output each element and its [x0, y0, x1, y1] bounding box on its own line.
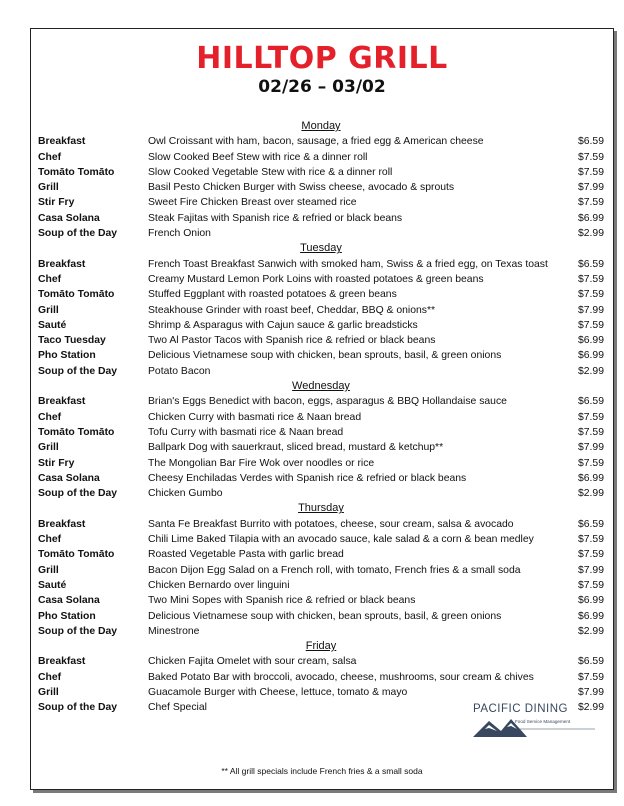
station-name: Stir Fry [38, 197, 75, 209]
menu-row [38, 456, 604, 471]
station-name: Breakfast [38, 258, 86, 270]
station-name: Soup of the Day [38, 228, 118, 240]
station-name: Tomāto Tomāto [38, 289, 115, 301]
item-price: $2.99 [577, 625, 604, 637]
station-name: Casa Solana [38, 212, 100, 224]
menu-row [38, 532, 604, 547]
menu-row [38, 165, 604, 180]
day-heading-thursday: Thursday [298, 502, 344, 515]
menu-row [38, 547, 604, 562]
item-description: Chicken Fajita Omelet with sour cream, salsa [148, 656, 357, 668]
menu-row [38, 425, 604, 440]
day-heading-friday: Friday [305, 640, 337, 653]
station-name: Grill [38, 182, 59, 194]
station-name: Breakfast [38, 518, 86, 530]
menu-page [30, 28, 614, 790]
station-name: Casa Solana [38, 595, 100, 607]
item-price: $7.59 [577, 457, 604, 469]
item-description: Chicken Curry with basmati rice & Naan bread [148, 411, 362, 423]
menu-row [38, 226, 604, 241]
item-price: $7.59 [577, 319, 604, 331]
station-name: Sauté [38, 579, 67, 591]
menu-row [38, 333, 604, 348]
item-description: Stuffed Eggplant with roasted potatoes & green beans [148, 289, 397, 301]
menu-row [38, 440, 604, 455]
menu-row [38, 303, 604, 318]
item-description: Shrimp & Asparagus with Cajun sauce & garlic breadsticks [148, 319, 418, 331]
item-price: $7.59 [577, 671, 604, 683]
station-name: Grill [38, 304, 59, 316]
station-name: Sauté [38, 319, 67, 331]
item-description: Tofu Curry with basmati rice & Naan bread [148, 426, 344, 438]
station-name: Pho Station [38, 610, 96, 622]
menu-row [38, 685, 604, 700]
item-description: Creamy Mustard Lemon Pork Loins with roasted potatoes & green beans [148, 273, 484, 285]
item-price: $7.59 [577, 426, 604, 438]
day-heading-tuesday: Tuesday [300, 242, 342, 255]
station-name: Stir Fry [38, 457, 75, 469]
menu-row [38, 670, 604, 685]
menu-list [38, 119, 604, 716]
station-name: Tomāto Tomāto [38, 166, 115, 178]
footnote: ** All grill specials include French fries & a small soda [221, 766, 423, 776]
item-description: Potato Bacon [148, 365, 211, 377]
menu-row [38, 257, 604, 272]
item-price: $2.99 [577, 702, 604, 714]
page-title: HILLTOP GRILL [196, 41, 448, 76]
item-price: $7.99 [577, 564, 604, 576]
station-name: Chef [38, 151, 62, 163]
menu-row [38, 563, 604, 578]
logo-brand: PACIFIC DINING [473, 703, 568, 715]
item-description: French Toast Breakfast Sanwich with smoked ham, Swiss & a fried egg, on Texas toast [148, 258, 548, 270]
item-description: Brian's Eggs Benedict with bacon, eggs, asparagus & BBQ Hollandaise sauce [148, 396, 507, 408]
menu-row [38, 593, 604, 608]
item-description: Chef Special [148, 702, 207, 714]
item-description: French Onion [148, 228, 211, 240]
menu-row [38, 348, 604, 363]
item-price: $7.59 [577, 411, 604, 423]
menu-row [38, 609, 604, 624]
item-description: Chicken Bernardo over linguini [148, 579, 290, 591]
item-price: $7.59 [577, 166, 604, 178]
menu-row [38, 150, 604, 165]
station-name: Chef [38, 411, 62, 423]
station-name: Soup of the Day [38, 365, 118, 377]
item-price: $6.99 [577, 472, 604, 484]
item-description: Bacon Dijon Egg Salad on a French roll, with tomato, French fries & a small soda [148, 564, 521, 576]
station-name: Casa Solana [38, 472, 100, 484]
station-name: Tomāto Tomāto [38, 426, 115, 438]
item-price: $7.59 [577, 289, 604, 301]
menu-row [38, 134, 604, 149]
menu-row [38, 272, 604, 287]
item-description: Santa Fe Breakfast Burrito with potatoes, cheese, sour cream, salsa & avocado [148, 518, 514, 530]
item-price: $2.99 [577, 365, 604, 377]
item-price: $2.99 [577, 228, 604, 240]
station-name: Soup of the Day [38, 625, 118, 637]
item-description: Delicious Vietnamese soup with chicken, bean sprouts, basil, & green onions [148, 350, 502, 362]
item-description: Owl Croissant with ham, bacon, sausage, a fried egg & American cheese [148, 136, 484, 148]
item-price: $7.59 [577, 534, 604, 546]
station-name: Taco Tuesday [38, 335, 106, 347]
item-description: The Mongolian Bar Fire Wok over noodles or rice [148, 457, 375, 469]
item-price: $7.59 [577, 273, 604, 285]
menu-row [38, 578, 604, 593]
station-name: Soup of the Day [38, 702, 118, 714]
item-description: Baked Potato Bar with broccoli, avocado, cheese, mushrooms, sour cream & chives [148, 671, 534, 683]
item-price: $6.99 [577, 595, 604, 607]
item-price: $6.59 [577, 396, 604, 408]
logo-tagline: Food Service Management [515, 719, 571, 724]
menu-row [38, 211, 604, 226]
menu-row [38, 318, 604, 333]
item-price: $6.59 [577, 656, 604, 668]
menu-row [38, 654, 604, 669]
item-price: $7.99 [577, 304, 604, 316]
menu-row [38, 624, 604, 639]
item-price: $7.59 [577, 151, 604, 163]
item-description: Roasted Vegetable Pasta with garlic bread [148, 549, 344, 561]
item-description: Ballpark Dog with sauerkraut, sliced bread, mustard & ketchup** [148, 442, 444, 454]
item-description: Slow Cooked Vegetable Stew with rice & a dinner roll [148, 166, 393, 178]
station-name: Tomāto Tomāto [38, 549, 115, 561]
station-name: Pho Station [38, 350, 96, 362]
date-range: 02/26 – 03/02 [258, 77, 386, 97]
station-name: Grill [38, 686, 59, 698]
station-name: Chef [38, 534, 62, 546]
item-description: Sweet Fire Chicken Breast over steamed rice [148, 197, 357, 209]
item-price: $7.99 [577, 182, 604, 194]
item-price: $6.59 [577, 258, 604, 270]
menu-row [38, 394, 604, 409]
item-price: $6.59 [577, 518, 604, 530]
item-price: $6.59 [577, 136, 604, 148]
item-price: $6.99 [577, 212, 604, 224]
item-price: $7.99 [577, 442, 604, 454]
station-name: Soup of the Day [38, 488, 118, 500]
menu-row [38, 364, 604, 379]
item-price: $7.59 [577, 579, 604, 591]
item-price: $6.99 [577, 335, 604, 347]
day-heading-monday: Monday [301, 120, 341, 132]
menu-row [38, 287, 604, 302]
menu-row [38, 195, 604, 210]
station-name: Breakfast [38, 136, 86, 148]
item-description: Cheesy Enchiladas Verdes with Spanish rice & refried or black beans [148, 472, 467, 484]
menu-row [38, 180, 604, 195]
menu-row [38, 471, 604, 486]
item-description: Steak Fajitas with Spanish rice & refried or black beans [148, 212, 403, 224]
item-description: Basil Pesto Chicken Burger with Swiss cheese, avocado & sprouts [148, 182, 455, 194]
station-name: Breakfast [38, 396, 86, 408]
day-heading-wednesday: Wednesday [292, 380, 350, 393]
menu-row [38, 517, 604, 532]
item-price: $7.59 [577, 197, 604, 209]
station-name: Breakfast [38, 656, 86, 668]
item-description: Two Al Pastor Tacos with Spanish rice & refried or black beans [148, 335, 436, 347]
item-description: Two Mini Sopes with Spanish rice & refried or black beans [148, 595, 416, 607]
station-name: Chef [38, 273, 62, 285]
item-description: Steakhouse Grinder with roast beef, Cheddar, BBQ & onions** [148, 304, 436, 316]
item-description: Slow Cooked Beef Stew with rice & a dinner roll [148, 151, 368, 163]
item-description: Delicious Vietnamese soup with chicken, bean sprouts, basil, & green onions [148, 610, 502, 622]
station-name: Grill [38, 564, 59, 576]
item-description: Guacamole Burger with Cheese, lettuce, tomato & mayo [148, 686, 408, 698]
item-description: Chili Lime Baked Tilapia with an avocado sauce, kale salad & a corn & bean medley [148, 534, 534, 546]
menu-row [38, 410, 604, 425]
item-price: $6.99 [577, 350, 604, 362]
station-name: Grill [38, 442, 59, 454]
station-name: Chef [38, 671, 62, 683]
item-price: $7.99 [577, 686, 604, 698]
menu-row [38, 486, 604, 501]
item-price: $7.59 [577, 549, 604, 561]
item-price: $2.99 [577, 488, 604, 500]
item-price: $6.99 [577, 610, 604, 622]
item-description: Chicken Gumbo [148, 488, 223, 500]
item-description: Minestrone [148, 625, 200, 637]
pacific-dining-logo [467, 699, 599, 757]
